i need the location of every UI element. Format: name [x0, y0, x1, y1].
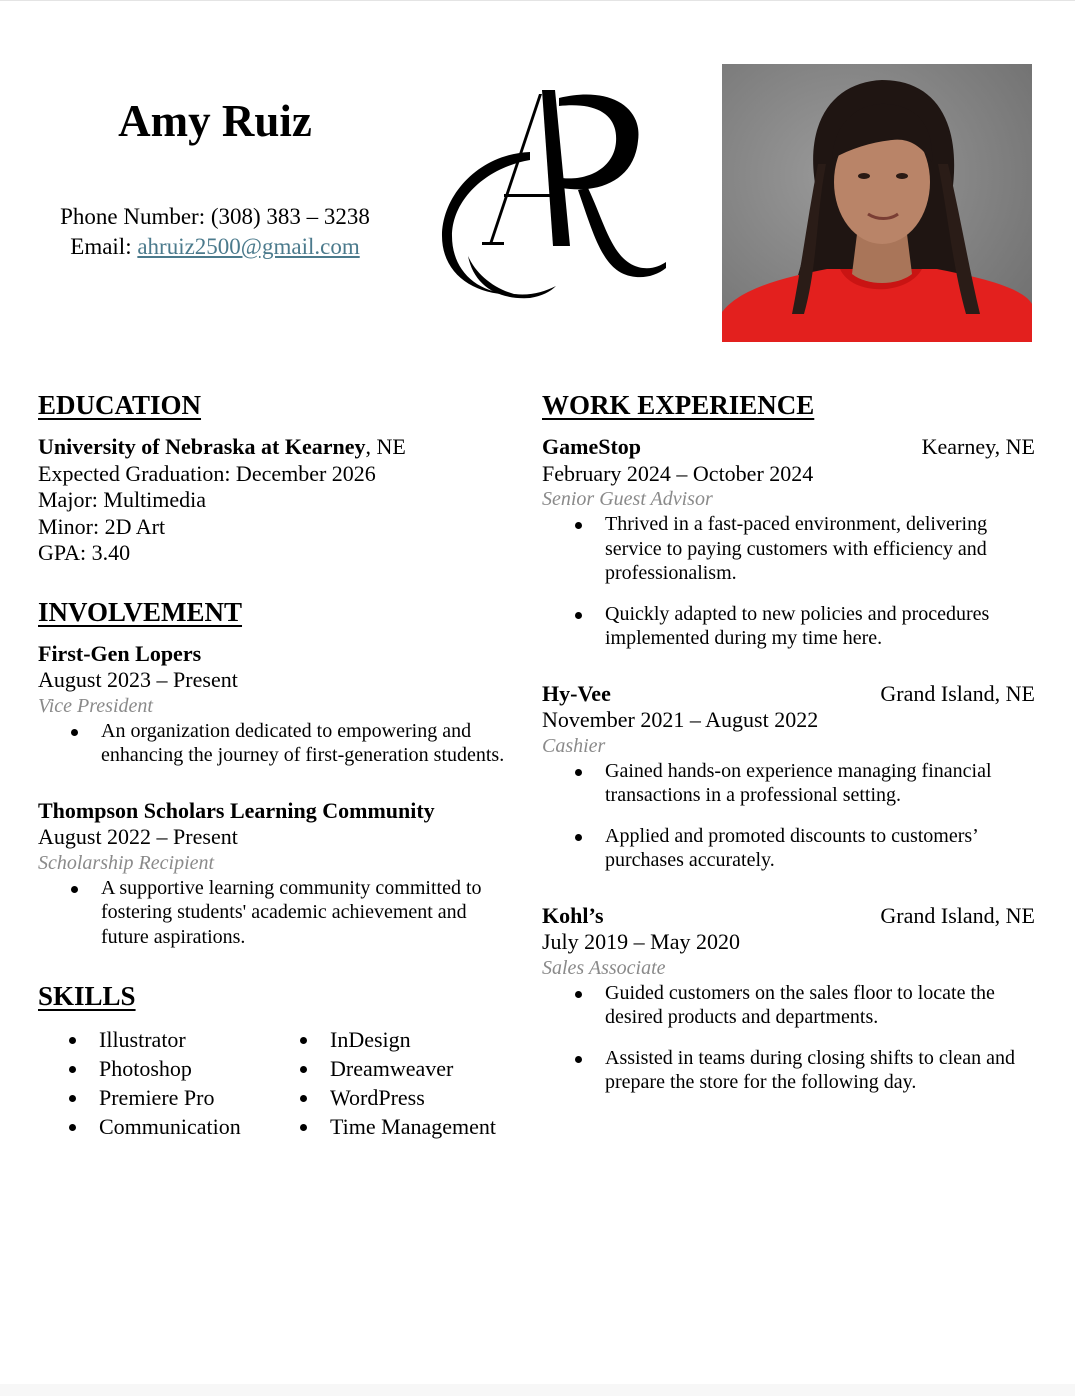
- skill-item: InDesign: [269, 1025, 496, 1054]
- skill-item: Dreamweaver: [269, 1054, 496, 1083]
- org-name: First-Gen Lopers: [38, 640, 202, 666]
- involvement-heading: INVOLVEMENT: [38, 596, 243, 627]
- job-dates: November 2021 – August 2022: [542, 707, 819, 732]
- org-bullets: [38, 876, 508, 950]
- job-location: Kearney, NE: [921, 434, 1035, 459]
- graduation-line: Expected Graduation: December 2026: [38, 460, 376, 486]
- job-company: Hy-Vee: [542, 680, 611, 706]
- page-top-edge: [0, 0, 1075, 1]
- job-entry: [542, 434, 1035, 651]
- job-bullets: [542, 759, 1035, 873]
- bullet-item: Assisted in teams during closing shifts to clean and prepare the store for the following day.: [542, 1046, 1035, 1095]
- school-state: , NE: [365, 434, 406, 459]
- phone-line: Phone Number: (308) 383 – 3238: [60, 204, 370, 229]
- skills-list: [38, 1025, 508, 1141]
- bullet-item: Gained hands-on experience managing financial transactions in a professional setting.: [542, 759, 1035, 808]
- org-bullets: [38, 719, 508, 768]
- job-location: Grand Island, NE: [880, 902, 1035, 928]
- candidate-name: Amy Ruiz: [118, 96, 312, 146]
- job-location: Grand Island, NE: [880, 680, 1035, 706]
- involvement-item: [38, 798, 508, 950]
- job-company: Kohl’s: [542, 902, 604, 928]
- org-role: Scholarship Recipient: [38, 851, 215, 874]
- skill-item: Communication: [38, 1112, 269, 1141]
- skills-column-1: [38, 1025, 269, 1141]
- job-role: Cashier: [542, 734, 606, 757]
- skill-item: Premiere Pro: [38, 1083, 269, 1112]
- org-role: Vice President: [38, 694, 153, 717]
- job-dates: February 2024 – October 2024: [542, 460, 814, 486]
- job-entry: [542, 903, 1035, 1095]
- school-line: [38, 434, 508, 461]
- profile-photo: [722, 64, 1032, 342]
- org-dates: August 2023 – Present: [38, 667, 238, 692]
- skill-item: WordPress: [269, 1083, 496, 1112]
- contact-block: [0, 202, 430, 262]
- org-dates: August 2022 – Present: [38, 824, 238, 849]
- bullet-item: An organization dedicated to empowering and enhancing the journey of first-generation students.: [38, 719, 508, 768]
- job-entry: [542, 681, 1035, 873]
- job-bullets: [542, 981, 1035, 1095]
- bullet-item: Applied and promoted discounts to customers’ purchases accurately.: [542, 824, 1035, 873]
- skill-item: Photoshop: [38, 1054, 269, 1083]
- minor-line: Minor: 2D Art: [38, 513, 166, 539]
- left-column: [38, 388, 508, 1141]
- page-bottom-band: [0, 1384, 1075, 1396]
- skill-item: Time Management: [269, 1112, 496, 1141]
- education-heading: EDUCATION: [38, 390, 202, 420]
- bullet-item: A supportive learning community committed to fostering students' academic achievement and future aspirations.: [38, 876, 508, 950]
- job-role: Senior Guest Advisor: [542, 488, 713, 510]
- job-dates: July 2019 – May 2020: [542, 929, 740, 954]
- skills-column-2: [269, 1025, 496, 1141]
- gpa-line: GPA: 3.40: [38, 540, 131, 565]
- skills-heading: SKILLS: [38, 981, 136, 1011]
- email-line: [0, 232, 430, 262]
- job-bullets: [542, 512, 1035, 651]
- job-header: [542, 434, 1035, 461]
- school-name: University of Nebraska at Kearney: [38, 434, 366, 459]
- major-line: Major: Multimedia: [38, 487, 207, 512]
- work-heading: WORK EXPERIENCE: [542, 390, 815, 420]
- skill-item: Illustrator: [38, 1025, 269, 1054]
- right-column: [542, 388, 1035, 1095]
- job-role: Sales Associate: [542, 956, 666, 979]
- bullet-item: Guided customers on the sales floor to locate the desired products and departments.: [542, 981, 1035, 1030]
- portrait-photo-icon: [722, 64, 1032, 342]
- email-label: Email:: [70, 234, 138, 259]
- job-company: GameStop: [542, 434, 641, 459]
- email-link[interactable]: ahruiz2500@gmail.com: [137, 234, 360, 259]
- involvement-item: [38, 641, 508, 768]
- bullet-item: Thrived in a fast-paced environment, delivering service to paying customers with efficiency and professionalism.: [542, 512, 1035, 586]
- job-header: [542, 681, 1035, 708]
- job-header: [542, 903, 1035, 930]
- org-name: Thompson Scholars Learning Community: [38, 797, 435, 823]
- monogram-logo: [438, 86, 670, 302]
- bullet-item: Quickly adapted to new policies and procedures implemented during my time here.: [542, 602, 1035, 651]
